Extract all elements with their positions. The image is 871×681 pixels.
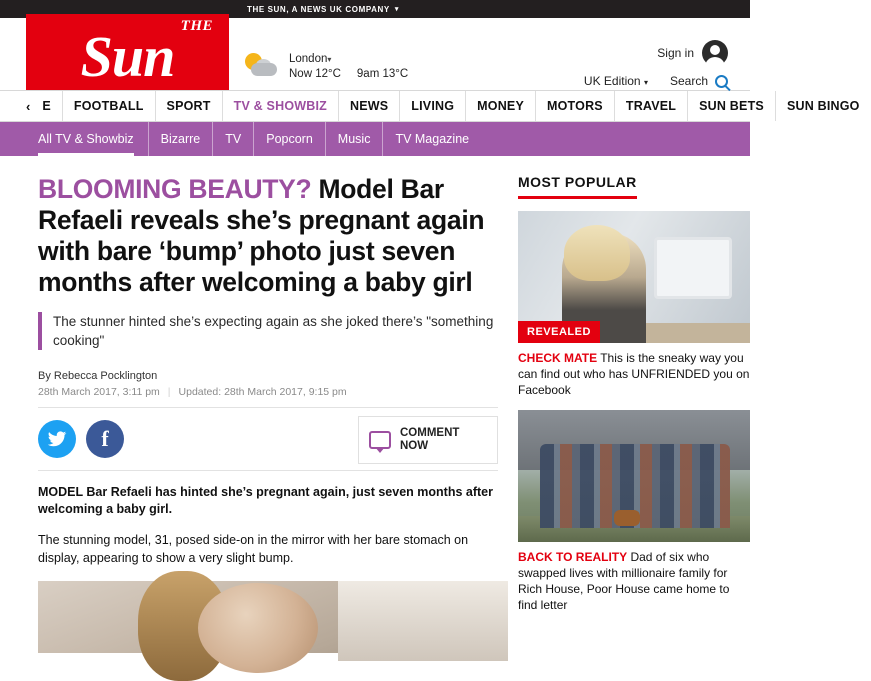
edition-search-row <box>584 74 728 88</box>
rail-thumbnail-2[interactable] <box>518 410 750 542</box>
weather-now: Now 12°C <box>289 68 341 80</box>
rail-thumbnail-1[interactable] <box>518 211 750 343</box>
status-badge: REVEALED <box>518 321 600 343</box>
headline-main: Model Bar Refaeli reveals she’s pregnant again with bare ‘bump’ photo just seven months after welcoming a baby girl <box>38 174 485 297</box>
top-strip-label: THE SUN, A NEWS UK COMPANY <box>247 4 390 14</box>
page-title <box>38 174 498 298</box>
nav-item-living[interactable]: LIVING <box>399 91 465 121</box>
standfirst: The stunner hinted she’s expecting again as she joked there’s "something cooking" <box>38 312 498 350</box>
sun-cloud-icon <box>243 52 281 82</box>
edition-selector[interactable] <box>584 74 648 88</box>
weather-next: 9am 13°C <box>356 68 409 80</box>
updated-date: Updated: 28th March 2017, 9:15 pm <box>178 386 347 398</box>
nav-item-football[interactable]: FOOTBALL <box>62 91 155 121</box>
weather-text <box>289 52 408 82</box>
byline: By Rebecca Pocklington <box>38 370 158 382</box>
facebook-share-icon[interactable]: f <box>86 420 124 458</box>
article-column <box>38 174 498 653</box>
subnav-item-bizarre[interactable]: Bizarre <box>148 122 213 156</box>
nav-item-news[interactable]: NEWS <box>338 91 399 121</box>
chevron-down-icon[interactable]: ▾ <box>394 6 399 13</box>
chevron-down-icon: ▾ <box>643 78 648 87</box>
date-separator: | <box>167 386 171 398</box>
comment-now-button[interactable] <box>358 416 498 464</box>
rail-card-2-tag: BACK TO REALITY <box>518 550 628 564</box>
comment-label-line2: NOW <box>400 440 429 452</box>
subnav-item-all-tv-showbiz[interactable]: All TV & Showbiz <box>38 122 148 156</box>
rail-card-1-tag: CHECK MATE <box>518 351 598 365</box>
most-popular-rail <box>518 174 750 653</box>
article-photo <box>38 581 498 653</box>
share-row <box>38 408 498 471</box>
site-logo[interactable] <box>26 14 229 90</box>
nav-item-tv-showbiz[interactable]: TV & SHOWBIZ <box>222 91 338 121</box>
comment-label <box>400 427 459 453</box>
nav-item-sun-bingo[interactable]: SUN BINGO <box>775 91 871 121</box>
main-nav <box>0 90 860 122</box>
headline-kicker: BLOOMING BEAUTY? <box>38 174 312 204</box>
rail-card-1-headline: This is the sneaky way you can find out who has UNFRIENDED you on Facebook <box>518 351 750 397</box>
rail-card-2[interactable] <box>518 410 750 613</box>
rail-card-2-headline: Dad of six who swapped lives with millionaire family for Rich House, Poor House came home to find letter <box>518 550 730 612</box>
comment-label-line1: COMMENT <box>400 427 460 439</box>
nav-item-0[interactable]: E <box>42 99 51 113</box>
subnav-item-popcorn[interactable]: Popcorn <box>253 122 325 156</box>
nav-item-sport[interactable]: SPORT <box>155 91 222 121</box>
weather-widget[interactable] <box>243 52 408 82</box>
nav-scroll-left-icon[interactable]: ‹ <box>26 98 31 114</box>
search-button[interactable] <box>670 74 728 88</box>
rail-card-2-text <box>518 549 750 613</box>
rail-card-1[interactable] <box>518 211 750 398</box>
nav-item-money[interactable]: MONEY <box>465 91 535 121</box>
sign-in-area[interactable] <box>657 40 728 66</box>
twitter-share-icon[interactable] <box>38 420 76 458</box>
published-date: 28th March 2017, 3:11 pm <box>38 386 160 398</box>
masthead <box>0 18 750 90</box>
weather-city[interactable]: London <box>289 53 328 65</box>
byline-dates <box>38 386 498 408</box>
rail-title: MOST POPULAR <box>518 174 637 199</box>
sub-nav <box>0 122 750 156</box>
search-icon <box>715 75 728 88</box>
comment-bubble-icon <box>369 431 391 449</box>
subnav-item-tv-magazine[interactable]: TV Magazine <box>382 122 481 156</box>
logo-sun-text: Sun <box>80 24 175 89</box>
content-area <box>0 156 750 653</box>
subnav-item-tv[interactable]: TV <box>212 122 253 156</box>
nav-item-motors[interactable]: MOTORS <box>535 91 614 121</box>
chevron-down-icon[interactable]: ▾ <box>327 55 332 64</box>
article-lead-paragraph: MODEL Bar Refaeli has hinted she’s pregnant again, just seven months after welcoming a baby girl. <box>38 485 493 516</box>
sign-in-label[interactable]: Sign in <box>657 46 694 60</box>
subnav-item-music[interactable]: Music <box>325 122 383 156</box>
article-paragraph-1: The stunning model, 31, posed side-on in the mirror with her bare stomach on display, appearing to show a very slight bump. <box>38 533 469 565</box>
rail-card-1-text <box>518 350 750 398</box>
user-avatar-icon[interactable] <box>702 40 728 66</box>
nav-item-travel[interactable]: TRAVEL <box>614 91 687 121</box>
nav-item-sun-bets[interactable]: SUN BETS <box>687 91 775 121</box>
search-label: Search <box>669 74 708 88</box>
logo-the-text: THE <box>180 18 213 34</box>
edition-label: UK Edition <box>583 74 641 88</box>
